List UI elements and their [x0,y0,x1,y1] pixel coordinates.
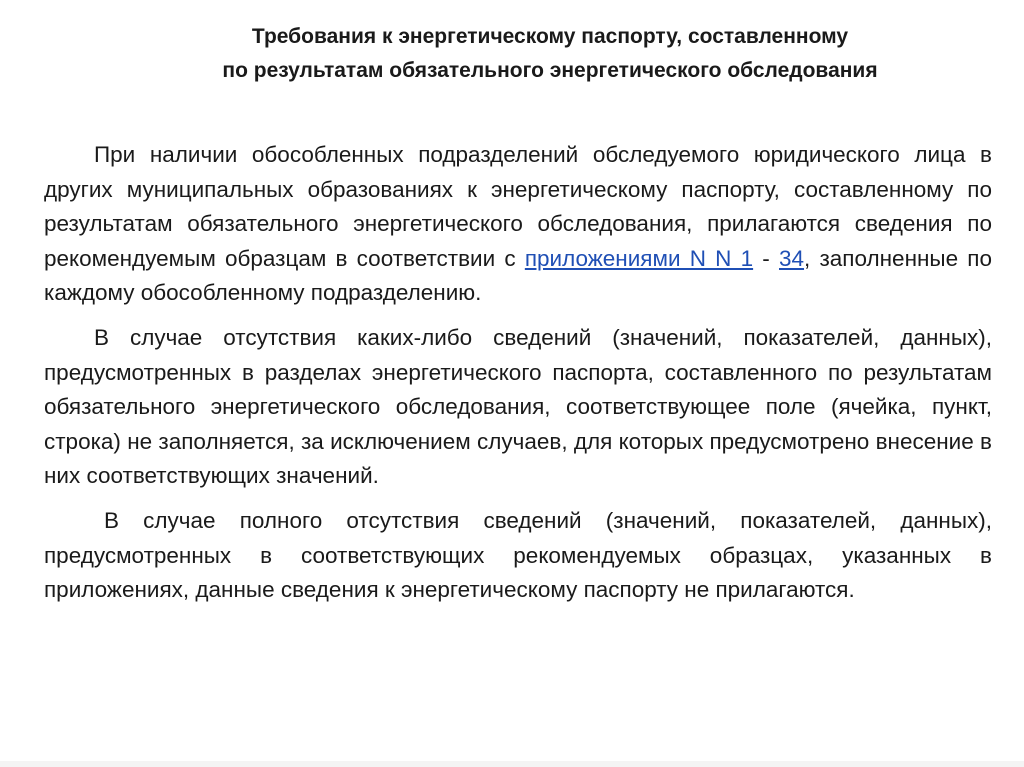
paragraph-1-text: При наличии обособленных подразделений обследуемого юридического лица в других муниципальных образованиях к энергетическому паспорту, составленному по результатам обязательного энергетического обследования, прилагаются сведения по рекомендуемым образцам в соответствии с [44,142,992,271]
paragraph-3: В случае полного отсутствия сведений (значений, показателей, данных), предусмотренных в соответствующих рекомендуемых образцах, указанных в приложениях, данные сведения к энергетическому паспорту не прилагаются. [44,507,992,603]
appendix-link-1[interactable]: приложениями N N 1 [524,245,754,271]
appendix-link-34[interactable]: 34 [779,245,805,271]
title-line-2: по результатам обязательного энергетического обследования [222,59,878,82]
paragraph-2: В случае отсутствия каких-либо сведений (значений, показателей, данных), предусмотренных в разделах энергетического паспорта, составленного по результатам обязательного энергетического обследования, соответствующее поле (ячейка, пункт, строка) не заполняется, за исключением случаев, для которых предусмотрено внесение в них соответствующих значений. [44,324,992,489]
title-line-1: Требования к энергетическому паспорту, составленному [251,25,849,48]
paragraph-1-text-end: , заполненные по каждому обособленному подразделению. [44,245,993,306]
paragraph-1 [44,138,992,311]
footer-bar [0,761,1024,767]
link-separator: - [753,245,779,271]
document-body [44,138,992,618]
page-title [120,20,980,88]
